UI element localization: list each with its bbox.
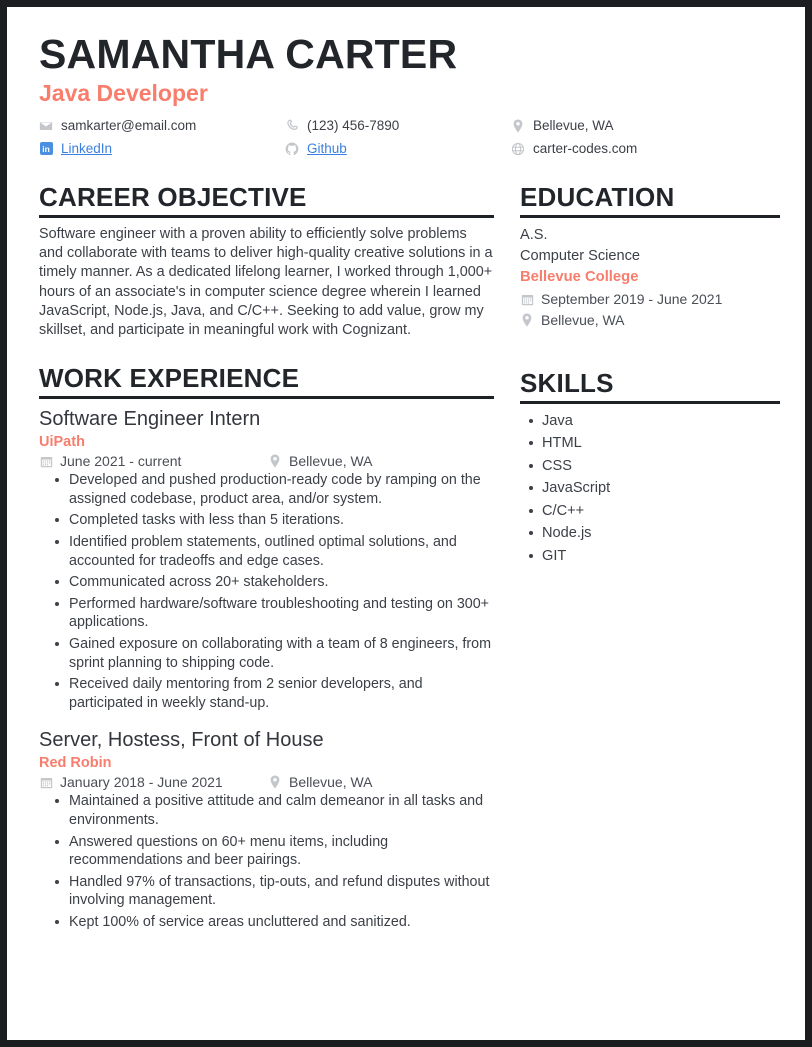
education-heading: EDUCATION [520, 182, 675, 213]
skill-item: GIT [542, 546, 780, 566]
career-objective-heading: CAREER OBJECTIVE [39, 182, 307, 213]
resume-sheet [7, 7, 805, 1040]
contact-website [511, 141, 777, 157]
job-dates-text: January 2018 - June 2021 [60, 774, 223, 791]
education-location-text: Bellevue, WA [541, 311, 625, 328]
job-company: UiPath [39, 434, 85, 451]
skills-heading: SKILLS [520, 367, 614, 398]
contact-location [511, 118, 777, 134]
job-bullets [39, 792, 494, 931]
location-pin-icon [268, 454, 282, 468]
education-rule [520, 215, 780, 218]
contact-email-text: samkarter@email.com [61, 117, 197, 133]
job-bullet: Performed hardware/software troubleshooting and testing on 300+ applications. [69, 595, 494, 632]
globe-icon [511, 142, 525, 156]
job-location [268, 453, 373, 469]
candidate-name: SAMANTHA CARTER [39, 31, 458, 77]
calendar-icon [39, 454, 53, 468]
skill-item: JavaScript [542, 478, 780, 498]
work-experience-heading: WORK EXPERIENCE [39, 363, 300, 394]
calendar-icon [39, 775, 53, 789]
job-location [268, 774, 373, 790]
work-experience-section [39, 364, 494, 931]
location-pin-icon [520, 313, 534, 327]
skill-item: Java [542, 411, 780, 431]
contact-website-text: carter-codes.com [533, 140, 638, 156]
candidate-job-title: Java Developer [39, 80, 208, 107]
job-bullet: Gained exposure on collaborating with a team of 8 engineers, from sprint planning to shipping code. [69, 635, 494, 672]
education-degree: A.S. [520, 227, 548, 244]
linkedin-icon: in [39, 142, 53, 156]
education-section [520, 183, 780, 331]
contact-location-text: Bellevue, WA [533, 117, 614, 133]
envelope-icon [39, 119, 53, 133]
job-location-text: Bellevue, WA [289, 774, 373, 791]
contact-phone-text: (123) 456-7890 [307, 117, 400, 133]
right-column [520, 183, 780, 568]
job-role: Server, Hostess, Front of House [39, 729, 324, 752]
contact-github[interactable] [285, 141, 511, 157]
skills-list [520, 411, 780, 566]
work-experience-entry [39, 728, 494, 931]
skills-rule [520, 401, 780, 404]
career-objective-text: Software engineer with a proven ability to efficiently solve problems and collaborate with teams to deliver high-quality creative solutions in a timely manner. As a dedicated lifelong learner, I worked through 1,000+ hours of an associate's in computer science degree wherein I learned JavaScript, Node.js, Java, and C/C++. Seeking to add value, grow my skillset, and participate in meaningful work with Cognizant. [39, 226, 493, 338]
work-experience-entry [39, 407, 494, 712]
education-school: Bellevue College [520, 269, 639, 286]
education-dates [520, 289, 780, 310]
job-dates [39, 453, 268, 469]
career-objective-section [39, 183, 494, 340]
phone-icon [285, 119, 299, 133]
job-bullet: Handled 97% of transactions, tip-outs, and refund disputes without involving management. [69, 873, 494, 910]
resume-header [33, 33, 777, 157]
job-role: Software Engineer Intern [39, 408, 261, 431]
job-location-text: Bellevue, WA [289, 453, 373, 470]
resume-body [33, 183, 777, 934]
skill-item: C/C++ [542, 501, 780, 521]
contact-grid [39, 118, 777, 157]
job-dates-text: June 2021 - current [60, 453, 182, 470]
education-location [520, 310, 780, 331]
job-bullet: Answered questions on 60+ menu items, including recommendations and beer pairings. [69, 833, 494, 870]
job-bullet: Kept 100% of service areas uncluttered and sanitized. [69, 913, 494, 932]
contact-phone [285, 118, 511, 134]
contact-github-text[interactable]: Github [307, 140, 347, 156]
job-bullet: Received daily mentoring from 2 senior developers, and participated in weekly stand-up. [69, 675, 494, 712]
contact-linkedin-text[interactable]: LinkedIn [61, 140, 113, 156]
education-dates-text: September 2019 - June 2021 [541, 290, 723, 307]
github-icon [285, 142, 299, 156]
contact-email [39, 118, 285, 134]
work-experience-rule [39, 396, 494, 399]
job-bullet: Completed tasks with less than 5 iterations. [69, 511, 494, 530]
job-meta [39, 453, 494, 469]
education-field: Computer Science [520, 248, 641, 265]
location-pin-icon [268, 775, 282, 789]
location-pin-icon [511, 119, 525, 133]
job-company: Red Robin [39, 755, 112, 772]
career-objective-rule [39, 215, 494, 218]
skills-section [520, 369, 780, 566]
job-bullet: Maintained a positive attitude and calm demeanor in all tasks and environments. [69, 792, 494, 829]
calendar-icon [520, 292, 534, 306]
job-bullet: Developed and pushed production-ready code by ramping on the assigned codebase, product area, and/or system. [69, 471, 494, 508]
job-bullet: Identified problem statements, outlined optimal solutions, and accounted for tradeoffs and edge cases. [69, 533, 494, 570]
skill-item: Node.js [542, 523, 780, 543]
skill-item: HTML [542, 433, 780, 453]
job-meta [39, 774, 494, 790]
job-bullets [39, 471, 494, 712]
job-bullet: Communicated across 20+ stakeholders. [69, 573, 494, 592]
left-column [33, 183, 494, 934]
contact-linkedin[interactable] [39, 141, 285, 157]
job-dates [39, 774, 268, 790]
skill-item: CSS [542, 456, 780, 476]
